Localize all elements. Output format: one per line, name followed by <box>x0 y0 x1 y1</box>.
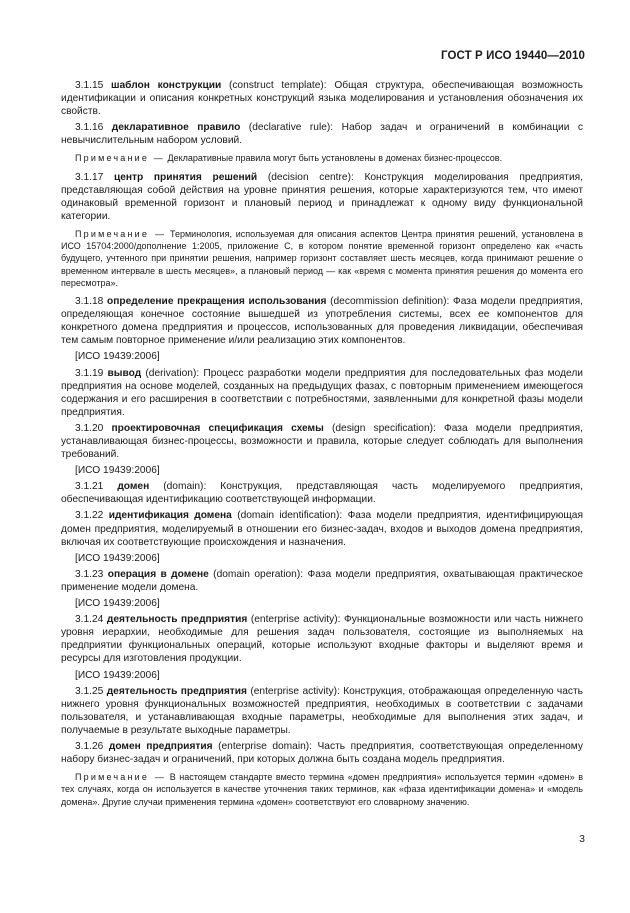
term-title: определение прекращения использования <box>107 296 327 308</box>
term-definition: Фаза модели предприятия, определяющая конечное состояние вышедшей из употребления системы, всех ее компонентов для конкретного домена предприятия и процессов, использованных для проведения ликвидации, обеспечивая тем самым повторное применение и/или реализацию этих компонентов. <box>61 296 583 347</box>
term-entry <box>61 171 583 223</box>
term-note <box>61 228 583 289</box>
term-entry <box>61 295 583 347</box>
term-english: (enterprise activity): <box>250 614 341 626</box>
term-title: идентификация домена <box>108 510 232 522</box>
term-number: 3.1.25 <box>75 685 104 697</box>
term-definition: Набор задач и ограничений в комбинации с невычислительным набором условий. <box>61 122 583 147</box>
note-text: В настоящем стандарте вместо термина «домен предприятия» используется термин «домен» в тех случаях, когда он используется в качестве уточнения таких терминов, как «фаза идентификации домена» и «модель домена». Другие случаи применения термина «домен» соответствуют его словарному значению. <box>61 772 583 807</box>
page-header: ГОСТ Р ИСО 19440—2010 <box>440 50 585 62</box>
term-english: (domain): <box>163 481 207 493</box>
term-definition: Функциональные возможности или часть нижнего уровня иерархии, необходимые для решения задач пользователя, состоящие из выполняемых на предприятии функциональных операций, которые используют входные факторы и выделяют время и ресурсы для изготовления продукции. <box>61 614 583 665</box>
note-label: Примечание — <box>75 772 167 783</box>
term-entry <box>61 509 583 548</box>
term-note <box>61 152 583 164</box>
term-english: (design specification): <box>331 422 436 434</box>
term-title: вывод <box>107 367 142 379</box>
term-source: [ИСО 19439:2006] <box>75 598 160 610</box>
term-entry <box>61 568 583 594</box>
term-definition: Конструкция, представляющая часть моделируемого предприятия, обеспечивающая идентификацию соответствующей информации. <box>61 481 583 506</box>
term-title: шаблон конструкции <box>111 80 222 91</box>
term-note <box>61 771 583 808</box>
term-entry <box>61 480 583 506</box>
term-entry <box>61 685 583 737</box>
term-english: (decommission definition): <box>330 296 450 308</box>
term-number: 3.1.17 <box>75 171 104 183</box>
term-english: (enterprise activity): <box>250 685 340 697</box>
term-number: 3.1.26 <box>75 740 104 752</box>
term-definition: Общая структура, обеспечивающая возможность идентификации и описания конкретных конструкций языка моделирования и установления обозначения их свойств. <box>61 80 583 118</box>
term-definition: Конструкция, отображающая определенную часть нижнего уровня функциональных возможностей предприятия, необходимых в соответствии с задачами пользователя, и устанавливающая входные параметры, необходимые для выполнения этих задач, и получаемые в результате выходные параметры. <box>61 685 583 736</box>
term-source: [ИСО 19439:2006] <box>75 465 160 477</box>
term-number: 3.1.20 <box>75 422 104 434</box>
term-english: (construct template): <box>228 80 327 91</box>
term-number: 3.1.15 <box>75 80 104 91</box>
term-definition: Фаза модели предприятия, устанавливающая бизнес-процессы, возможности и правила, которые следует соблюдать для выполнения требований. <box>61 422 583 461</box>
document-body <box>61 79 583 814</box>
term-number: 3.1.22 <box>75 510 104 522</box>
term-english: (decision centre): <box>267 171 354 183</box>
term-entry <box>61 613 583 665</box>
note-text: Декларативные правила могут быть установлены в доменах бизнес-процессов. <box>167 153 503 164</box>
term-definition: Конструкция моделирования предприятия, представляющая собой действия на уровне принятия решения, которые характеризуются тем, что имеют одинаковый временной горизонт и плановый период и принадлежат к одному виду функциональной категории. <box>61 171 583 222</box>
term-title: центр принятия решений <box>113 171 258 183</box>
term-title: деятельность предприятия <box>106 685 247 697</box>
note-text: Терминология, используемая для описания аспектов Центра принятия решений, установлена в ИСО 15704:2000/дополнение 1:2005, приложение С, в котором понятие временной горизонт определено как «часть будущего, учтенного при принятии решения, например горизонт составляет шесть месяцев, когда принимают решение о временном интервале в шесть месяцев», а плановый период — как «время с момента принятия решения до момента его пересмотра». <box>61 229 583 288</box>
term-definition: Фаза модели предприятия, охватывающая практическое применение модели домена. <box>61 568 583 593</box>
term-entry <box>61 79 583 118</box>
term-definition: Фаза модели предприятия, идентифицирующая домен предприятия, моделируемый в отношении его бизнес-задач, входов и выходов домена предприятия, включая их соответствующие происхождения и назначения. <box>61 510 583 548</box>
note-label: Примечание — <box>75 229 167 240</box>
term-number: 3.1.18 <box>75 296 104 308</box>
term-source: [ИСО 19439:2006] <box>75 669 160 681</box>
term-definition: Часть предприятия, соответствующая определенному набору бизнес-задач и ограничений, при которых должна быть создана модель предприятия. <box>61 740 583 766</box>
term-number: 3.1.16 <box>75 122 104 134</box>
term-number: 3.1.21 <box>75 481 104 493</box>
term-source: [ИСО 19439:2006] <box>75 351 160 363</box>
term-entry <box>61 367 583 419</box>
term-definition: Процесс разработки модели предприятия для последовательных фаз модели предприятия на основе моделей, созданных на предыдущих фазах, с повторным применением имеющегося содержания и его расширения в соответствии с потребностями, заявленными для конкретной фазы модели предприятия. <box>61 367 583 418</box>
page-number: 3 <box>579 833 585 845</box>
term-number: 3.1.23 <box>75 568 104 580</box>
term-english: (derivation): <box>145 367 200 379</box>
term-number: 3.1.19 <box>75 367 104 379</box>
note-label: Примечание — <box>75 153 165 164</box>
term-entry <box>61 740 583 766</box>
term-english: (domain operation): <box>213 568 304 580</box>
term-title: декларативное правило <box>111 122 241 134</box>
term-number: 3.1.24 <box>75 614 104 626</box>
term-title: деятельность предприятия <box>106 614 248 626</box>
term-entry <box>61 422 583 461</box>
term-english: (domain identification): <box>237 510 343 522</box>
term-english: (enterprise domain): <box>218 740 312 752</box>
term-title: домен <box>117 481 150 493</box>
term-title: проектировочная спецификация схемы <box>111 422 324 434</box>
term-source: [ИСО 19439:2006] <box>75 552 160 564</box>
term-title: операция в домене <box>107 568 209 580</box>
term-entry <box>61 121 583 147</box>
term-english: (declarative rule): <box>248 122 334 134</box>
term-title: домен предприятия <box>108 740 213 752</box>
